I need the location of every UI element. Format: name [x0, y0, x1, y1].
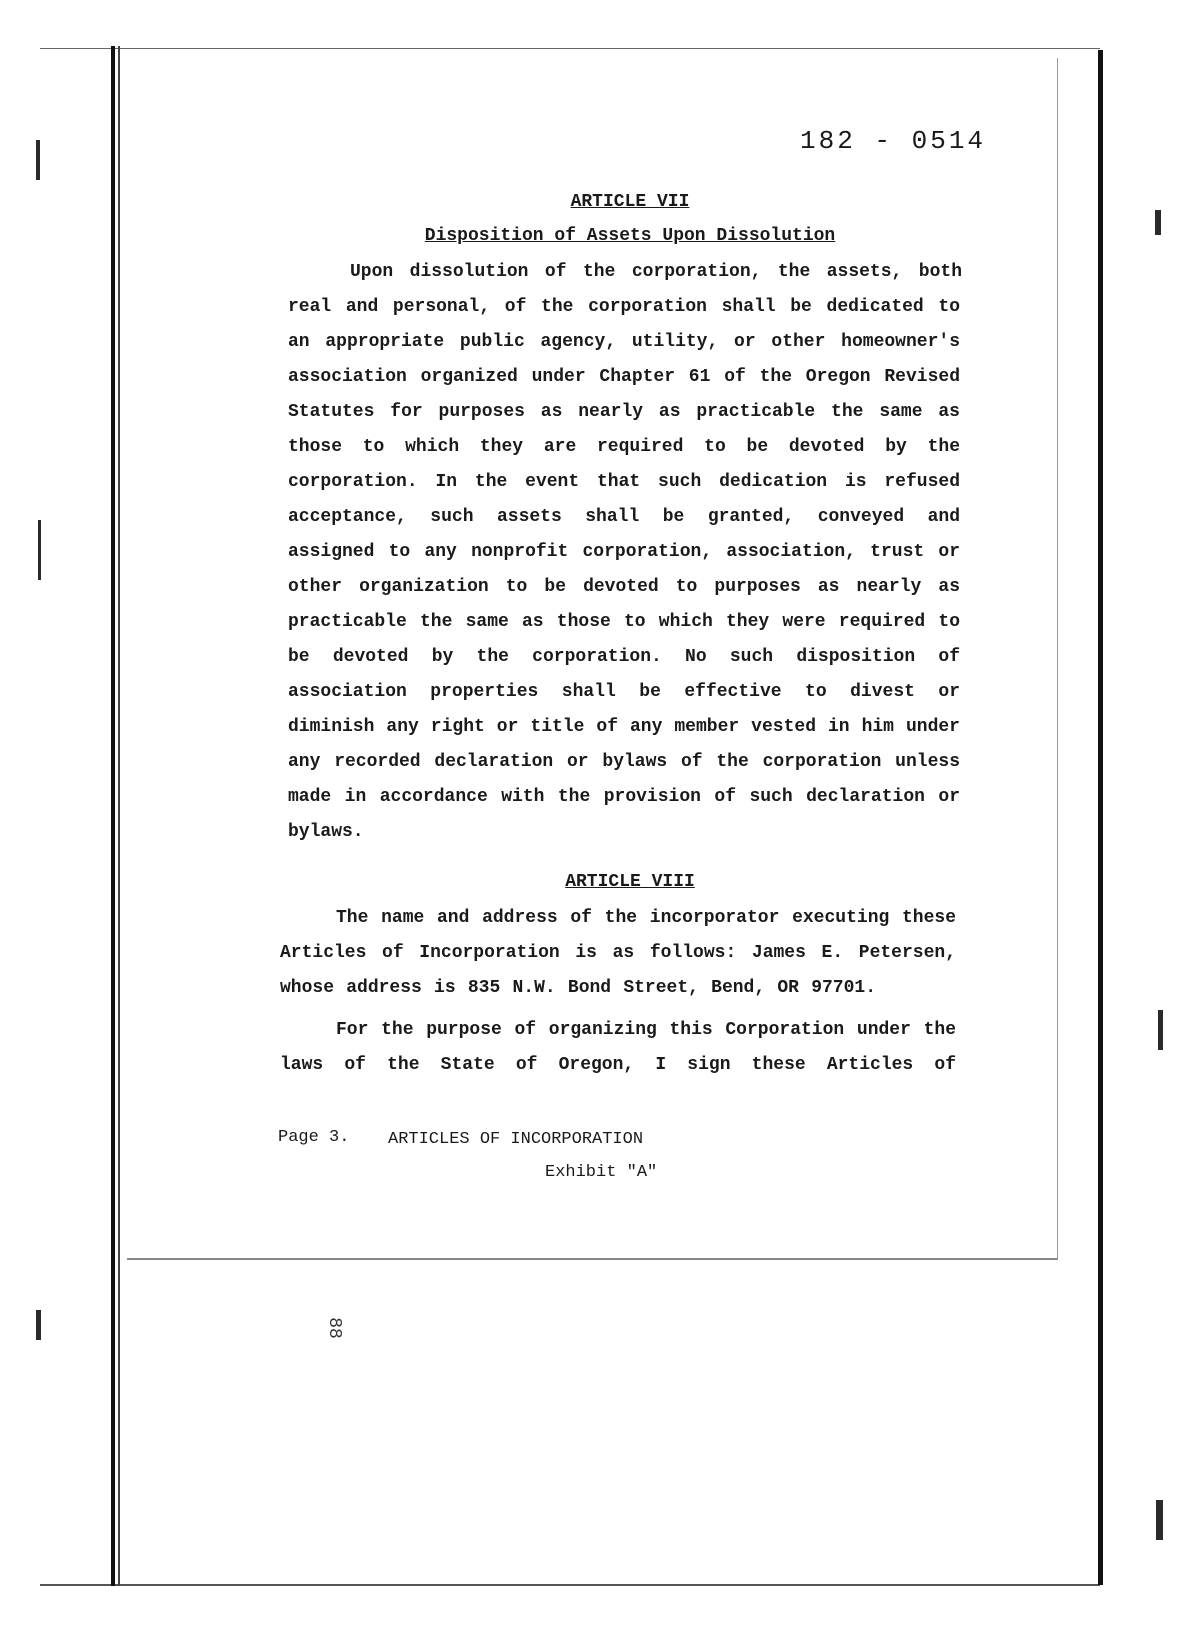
- article-vii-line: bylaws.: [288, 822, 364, 842]
- article-vii-line: an appropriate public agency, utility, or other homeowner's: [288, 332, 960, 352]
- scan-border-top: [40, 48, 1100, 49]
- article-vii-line: Statutes for purposes as nearly as practicable the same as: [288, 402, 960, 422]
- article-vii-line: those to which they are required to be devoted by the: [288, 437, 960, 457]
- article-vii-line: practicable the same as those to which they were required to: [288, 612, 960, 632]
- article-viii-line: The name and address of the incorporator executing these: [336, 908, 956, 928]
- footer-doc-title: ARTICLES OF INCORPORATION: [388, 1130, 644, 1149]
- article-viii-title: ARTICLE VIII: [565, 872, 695, 892]
- article-vii-line: Upon dissolution of the corporation, the assets, both: [350, 262, 962, 282]
- scan-border-bottom: [40, 1584, 1100, 1586]
- scan-border-left-inner: [118, 46, 120, 1586]
- scan-border-left: [111, 46, 115, 1586]
- article-vii-line: be devoted by the corporation. No such disposition of: [288, 647, 960, 667]
- article-vii-line: acceptance, such assets shall be granted, conveyed and: [288, 507, 960, 527]
- article-viii-line: whose address is 835 N.W. Bond Street, Bend, OR 97701.: [280, 978, 876, 998]
- article-vii-title: ARTICLE VII: [570, 192, 690, 212]
- article-vii-line: association properties shall be effective to divest or: [288, 682, 960, 702]
- scan-speck: [1156, 1500, 1163, 1540]
- article-viii-line: laws of the State of Oregon, I sign these Articles of: [280, 1055, 956, 1075]
- article-viii-line: Articles of Incorporation is as follows: James E. Petersen,: [280, 943, 956, 963]
- footer-page-number: Page 3.: [278, 1128, 350, 1147]
- scan-speck: [36, 1310, 41, 1340]
- article-vii-line: diminish any right or title of any member vested in him under: [288, 717, 960, 737]
- article-vii-line: real and personal, of the corporation shall be dedicated to: [288, 297, 960, 317]
- exhibit-label: Exhibit "A": [545, 1163, 658, 1182]
- scan-speck: [1158, 1010, 1163, 1050]
- document-number: 182 - 0514: [800, 126, 987, 156]
- article-vii-line: corporation. In the event that such dedication is refused: [288, 472, 960, 492]
- article-vii-line: association organized under Chapter 61 of the Oregon Revised: [288, 367, 960, 387]
- scan-speck: [38, 520, 41, 580]
- article-vii-line: assigned to any nonprofit corporation, association, trust or: [288, 542, 960, 562]
- article-vii-line: any recorded declaration or bylaws of the corporation unless: [288, 752, 960, 772]
- article-viii-line: For the purpose of organizing this Corporation under the: [336, 1020, 956, 1040]
- margin-stamp: 88: [323, 1317, 344, 1339]
- article-vii-line: other organization to be devoted to purposes as nearly as: [288, 577, 960, 597]
- scan-speck: [36, 140, 40, 180]
- article-vii-subtitle: Disposition of Assets Upon Dissolution: [424, 226, 836, 246]
- article-vii-line: made in accordance with the provision of such declaration or: [288, 787, 960, 807]
- scan-border-right: [1098, 50, 1103, 1585]
